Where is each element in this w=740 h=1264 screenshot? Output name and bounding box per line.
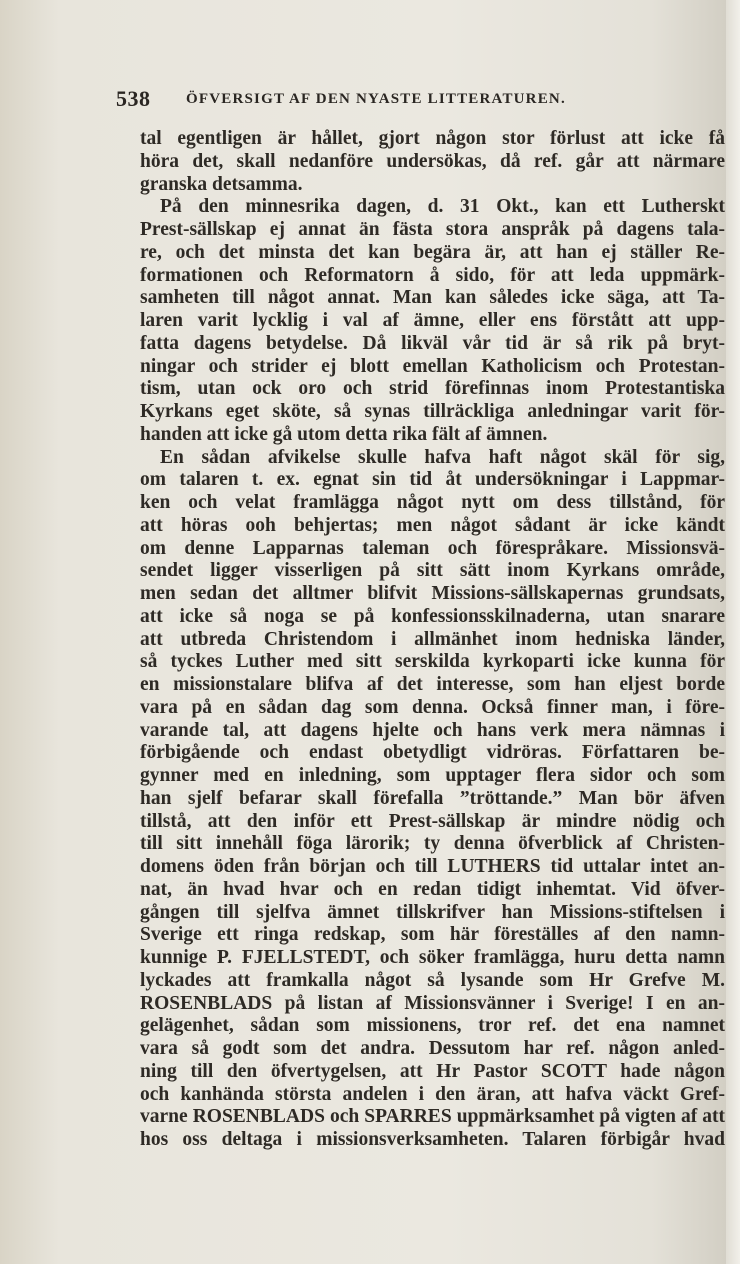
text-line: varne ROSENBLADS och SPARRES uppmärksamhet på vigten af att [140, 1106, 725, 1128]
text-line: handen att icke gå utom detta rika fält af ämnen. [140, 423, 548, 445]
text-line: förbigående och endast obetydligt vidröras. Författaren be- [140, 742, 725, 764]
text-line: ken och velat framlägga något nytt om dess tillstånd, för [140, 492, 725, 513]
text-line: Sverige ett ringa redskap, som här föreställes af den namn- [140, 924, 725, 946]
text-line: men sedan det alltmer blifvit Missions-sällskapernas grundsats, [140, 583, 725, 604]
text-line: att utbreda Christendom i allmänhet inom hedniska länder, [140, 628, 725, 650]
text-line: tal egentligen är hållet, gjort någon stor förlust att icke få [140, 128, 725, 149]
text-line: På den minnesrika dagen, d. 31 Okt., kan ett Lutherskt [160, 196, 725, 218]
text-line: att höras ooh behjertas; men något sådant är icke kändt [140, 514, 725, 536]
text-line: om denne Lapparnas taleman och förespråkare. Missionsvä- [140, 537, 725, 559]
text-line: han sjelf befarar skall förefalla ”tröttande.” Man bör äfven [140, 787, 725, 809]
text-line: lyckades att framkalla något så lysande som Hr Grefve M. [140, 969, 725, 991]
text-line: Prest-sällskap ej annat än fästa stora anspråk på dagens tala- [140, 219, 725, 240]
text-line: ningar och strider ej blott emellan Katholicism och Protestan- [140, 355, 725, 377]
text-line: vara på en sådan dag som denna. Också finner man, i före- [140, 696, 725, 718]
text-line: hos oss deltaga i missionsverksamheten. Talaren förbigår hvad [140, 1129, 725, 1150]
text-line: och kanhända största andelen i den äran, att hafva väckt Gref- [140, 1083, 725, 1105]
text-line: En sådan afvikelse skulle hafva haft något skäl för sig, [160, 446, 725, 468]
text-line: gynner med en inledning, som upptager flera sidor och som [140, 765, 725, 786]
text-line: granska detsamma. [140, 173, 303, 195]
page-header [116, 86, 726, 112]
text-line: kunnige P. FJELLSTEDT, och söker framlägga, huru detta namn [140, 947, 725, 968]
text-line: sendet ligger visserligen på sitt sätt inom Kyrkans område, [140, 560, 725, 582]
text-line: att icke så noga se på konfessionsskilnaderna, utan snarare [140, 605, 725, 627]
text-line: höra det, skall nedanföre undersökas, då ref. går att närmare [140, 150, 725, 172]
text-line: re, och det minsta det kan begära är, att han ej ställer Re- [140, 241, 725, 263]
page-edge [726, 0, 740, 1264]
text-line: domens öden från början och till LUTHERS tid uttalar intet an- [140, 856, 725, 877]
text-line: gången till sjelfva ämnet tillskrifver han Missions-stiftelsen i [140, 901, 725, 923]
text-line: tillstå, att den inför ett Prest-sällskap är mindre nödig och [140, 810, 725, 832]
text-line: tism, utan ock oro och strid förefinnas inom Protestantiska [140, 378, 725, 400]
page-number: 538 [116, 86, 151, 111]
text-line: om talaren t. ex. egnat sin tid åt undersökningar i Lappmar- [140, 469, 725, 491]
text-line: formationen och Reformatorn å sido, för att leda uppmärk- [140, 264, 725, 286]
text-line: vara så godt som det andra. Dessutom har ref. någon anled- [140, 1038, 725, 1059]
text-line: till sitt innehåll föga lärorik; ty denna öfverblick af Christen- [140, 833, 725, 855]
text-line: gelägenhet, sådan som missionens, tror ref. det ena namnet [140, 1015, 725, 1037]
text-line: så tyckes Luther med sitt serskilda kyrkoparti icke kunna för [140, 651, 725, 673]
text-line: varande tal, att dagens hjelte och hans verk mera nämnas i [140, 719, 725, 741]
running-head: ÖFVERSIGT AF DEN NYASTE LITTERATUREN. [186, 91, 566, 107]
text-line: fatta dagens betydelse. Då likväl vår tid är så rik på bryt- [140, 332, 725, 354]
text-line: ROSENBLADS på listan af Missionsvänner i Sverige! I en an- [140, 992, 725, 1014]
text-line: en missionstalare blifva af det interesse, som han eljest borde [140, 674, 725, 695]
text-line: ning till den öfvertygelsen, att Hr Pastor SCOTT hade någon [140, 1060, 725, 1082]
text-line: samheten till något annat. Man kan således icke säga, att Ta- [140, 287, 725, 309]
text-line: nat, än hvad hvar och en redan tidigt inhemtat. Vid öfver- [140, 878, 725, 900]
text-line: laren varit lycklig i val af ämne, eller ens förstått att upp- [140, 310, 725, 331]
text-line: Kyrkans eget sköte, så synas tillräckliga anledningar varit för- [140, 401, 725, 422]
body-text [140, 128, 725, 1152]
